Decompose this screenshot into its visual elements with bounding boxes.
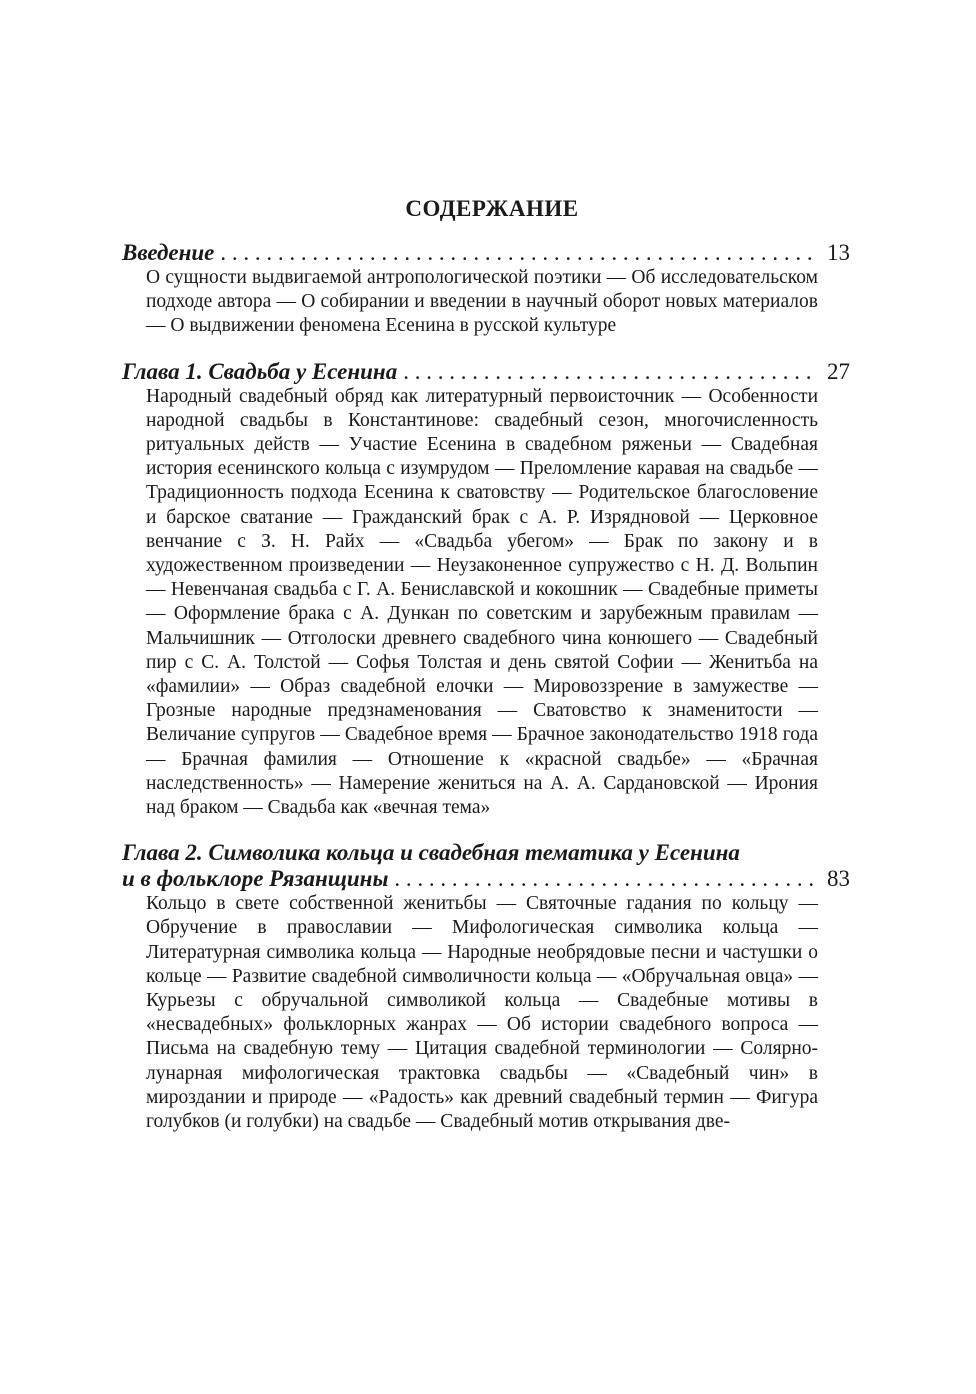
dot-leader [403, 359, 814, 385]
toc-entry-chapter-2 [122, 840, 850, 1134]
toc-entry-title: Введение [122, 240, 215, 265]
dot-leader [394, 866, 814, 892]
table-of-contents [122, 196, 850, 1148]
toc-entry-description: Кольцо в свете собственной женитьбы — Святочные гадания по кольцу — Обручение в православии — Мифологическая символика кольца — Литературная символика кольца — Народные необрядовые песни и частушки о кольце — Развитие свадебной символичности кольца — «Обручальная овца» — Курьезы с обручальной символикой кольца — Свадебные мотивы в «несвадебных» фольклорных жанрах — Об истории свадебного вопроса — Письма на свадебную тему — Цитация свадебной терминологии — Солярно-лунарная мифологическая трактовка свадьбы — «Свадебный чин» в мироздании и природе — «Радость» как древний свадебный термин — Фигура голубков (и голубки) на свадьбе — Свадебный мотив открывания две- [146, 893, 818, 1133]
page-title: СОДЕРЖАНИЕ [405, 196, 579, 221]
dot-leader [220, 240, 814, 266]
toc-entry-introduction [122, 240, 850, 339]
toc-entry-title-line-2: и в фольклоре Рязанщины [122, 866, 389, 892]
toc-entry-heading [122, 359, 850, 385]
toc-entry-title-line-1: Глава 2. Символика кольца и свадебная тематика у Есенина [122, 840, 740, 866]
toc-entry-chapter-1 [122, 359, 850, 821]
toc-entry-title: Глава 1. Свадьба у Есенина [122, 358, 398, 384]
toc-entry-page: 13 [827, 240, 850, 265]
toc-entry-description: О сущности выдвигаемой антропологической поэтики — Об исследовательском подходе автора — О собирании и введении в научный оборот новых материалов — О выдвижении феномена Есенина в русской культуре [146, 267, 818, 337]
toc-entry-description: Народный свадебный обряд как литературный первоисточник — Особенности народной свадьбы в Константинове: свадебный сезон, многочисленность ритуальных действ — Участие Есенина в свадебном ряженьи — Свадебная история есенинского кольца с изумрудом — Преломление каравая на свадьбе — Традиционность подхода Есенина к сватовству — Родительское благословение и барское сватание — Гражданский брак с А. Р. Изрядновой — Церковное венчание с З. Н. Райх — «Свадьба убегом» — Брак по закону и в художественном произведении — Неузаконенное супружество с Н. Д. Вольпин — Невенчаная свадьба с Г. А. Бениславской и кокошник — Свадебные приметы — Оформление брака с А. Дункан по советским и зарубежным правилам — Мальчишник — Отголоски древнего свадебного чина конюшего — Свадебный пир с С. А. Толстой — Софья Толстая и день святой Софии — Женитьба на «фамилии» — Образ свадебной елочки — Мировоззрение в замужестве — Грозные народные предзнаменования — Сватовство к знаменитости — Величание супругов — Свадебное время — Брачное законодательство 1918 года — Брачная фамилия — Отношение к «красной свадьбе» — «Брачная наследственность» — Намерение жениться на А. А. Сардановской — Ирония над браком — Свадьба как «вечная тема» [146, 385, 818, 819]
toc-entry-heading [122, 866, 850, 892]
toc-entry-page: 83 [827, 866, 850, 892]
toc-entry-page: 27 [827, 358, 850, 384]
toc-entry-heading [122, 240, 850, 266]
